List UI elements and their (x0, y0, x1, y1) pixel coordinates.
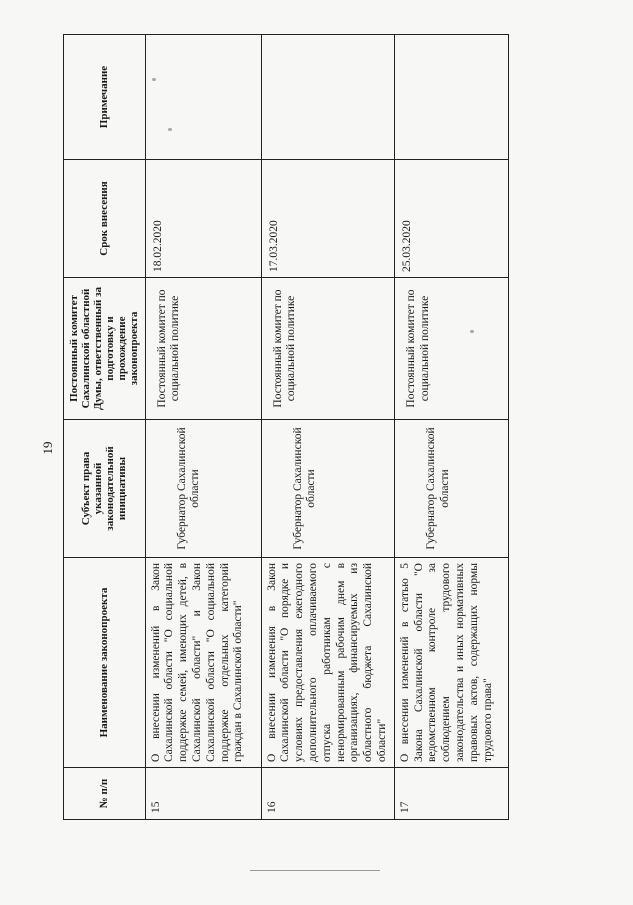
row-committee: Постоянный комитет по социальной политике (261, 278, 394, 420)
table-header-row (64, 35, 146, 820)
header-num: № п/п (64, 768, 146, 820)
header-date: Срок внесения (64, 160, 146, 278)
row-name: О внесении изменений в статью 5 Закона Сахалинской области "О ведомственном контроле за соблюдением трудового законодательства и иных нормативных правовых актов, содержащих нормы трудового права" (394, 558, 508, 768)
scan-speck (168, 128, 172, 131)
table-row (145, 35, 261, 820)
legislation-table (63, 34, 509, 820)
header-subject: Субъект права указанной законодательной инициативы (64, 420, 146, 558)
row-num: 15 (145, 768, 261, 820)
row-note (394, 35, 508, 160)
row-date: 18.02.2020 (145, 160, 261, 278)
header-note: Примечание (64, 35, 146, 160)
row-committee: Постоянный комитет по социальной политике (145, 278, 261, 420)
row-date: 25.03.2020 (394, 160, 508, 278)
header-name: Наименование законопроекта (64, 558, 146, 768)
row-note (261, 35, 394, 160)
row-committee: Постоянный комитет по социальной политике (394, 278, 508, 420)
row-note (145, 35, 261, 160)
row-subject: Губернатор Сахалинской области (145, 420, 261, 558)
row-date: 17.03.2020 (261, 160, 394, 278)
row-subject: Губернатор Сахалинской области (261, 420, 394, 558)
row-name: О внесении изменения в Закон Сахалинской области "О порядке и условиях предоставления ежегодного дополнительного оплачиваемого отпуска работникам с ненормированным рабочим днем в организациях, финансируемых из областного бюджета Сахалинской области" (261, 558, 394, 768)
page-number: 19 (40, 441, 55, 455)
row-num: 16 (261, 768, 394, 820)
scan-speck (152, 78, 156, 81)
table-row (261, 35, 394, 820)
row-num: 17 (394, 768, 508, 820)
rotated-table-container (63, 35, 494, 820)
row-subject: Губернатор Сахалинской области (394, 420, 508, 558)
scan-edge-line (250, 870, 380, 871)
table-row (394, 35, 508, 820)
scan-speck (470, 330, 474, 333)
header-committee: Постоянный комитет Сахалинской областной Думы, ответственный за подготовку и прохождение законопроекта (64, 278, 146, 420)
row-name: О внесении изменений в Закон Сахалинской области "О социальной поддержке семей, имеющих детей, в Сахалинской области" и Закон Сахалинской области "О социальной поддержке отдельных категорий граждан в Сахалинской области" (145, 558, 261, 768)
